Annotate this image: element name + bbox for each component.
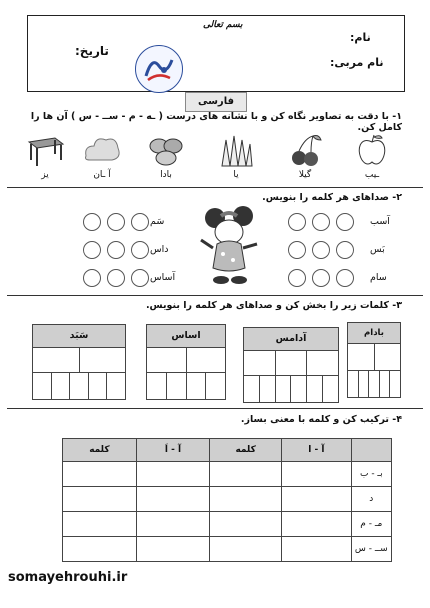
word-left-3: آساس (150, 272, 176, 283)
syllable-box-4[interactable] (32, 324, 126, 400)
answer-cell[interactable] (63, 537, 137, 562)
answer-circle[interactable] (107, 213, 125, 231)
answer-cell[interactable] (210, 512, 282, 537)
answer-cell[interactable] (210, 537, 282, 562)
word-left-2: داس (150, 244, 169, 255)
answer-cell[interactable] (136, 512, 209, 537)
table-header: آ - اَ (136, 439, 209, 462)
question-4: ۴- ترکیب کن و کلمه با معنی بساز. (240, 414, 402, 425)
table-header: کلمه (63, 439, 137, 462)
table-row (63, 487, 392, 512)
answer-cell[interactable] (63, 462, 137, 487)
answer-circle[interactable] (83, 213, 101, 231)
table-row (63, 512, 392, 537)
answer-circle[interactable] (131, 213, 149, 231)
answer-cell[interactable] (136, 462, 209, 487)
syllable-box-3[interactable] (146, 324, 226, 400)
answer-circles-right[interactable] (288, 213, 354, 287)
answer-cell[interactable] (282, 487, 352, 512)
logo-icon (135, 45, 183, 93)
teacher-label: نام مربی: (330, 56, 384, 69)
answer-cell[interactable] (282, 537, 352, 562)
sky-icon (82, 132, 122, 168)
word-left-1: سَم (150, 216, 165, 227)
answer-cell[interactable] (210, 462, 282, 487)
syllable-word: سَبَد (33, 325, 125, 348)
divider (7, 408, 423, 409)
divider (7, 187, 423, 188)
apple-icon (352, 132, 392, 168)
row-label: د (351, 487, 391, 512)
subject-tab: فارسی (185, 92, 247, 112)
syllable-word: آدامس (244, 328, 338, 351)
almond-icon (146, 132, 186, 168)
word-right-3: سام (370, 272, 387, 283)
table-row (63, 462, 392, 487)
word-right-2: بَس (370, 244, 385, 255)
answer-circle[interactable] (312, 241, 330, 259)
grass-icon (216, 132, 256, 168)
answer-circle[interactable] (288, 241, 306, 259)
minnie-mouse-icon (195, 204, 265, 288)
answer-circle[interactable] (83, 269, 101, 287)
answer-cell[interactable] (136, 537, 209, 562)
row-label: مـ - م (351, 512, 391, 537)
answer-circle[interactable] (312, 269, 330, 287)
table-header: آ - ا (282, 439, 352, 462)
answer-circle[interactable] (288, 213, 306, 231)
caption-6: یز (41, 170, 49, 180)
caption-5: آ ـان (93, 170, 111, 180)
answer-circle[interactable] (336, 213, 354, 231)
row-label: بـ - ب (351, 462, 391, 487)
answer-cell[interactable] (63, 487, 137, 512)
answer-circle[interactable] (131, 269, 149, 287)
question-1: ۱- با دقت به تصاویر نگاه کن و با نشانه های درست ( ـه - م - ســ - س ) آن ها را کامل کن. (30, 111, 402, 133)
syllable-box-2[interactable] (243, 327, 339, 403)
syllable-word: اساس (147, 325, 225, 348)
answer-circle[interactable] (336, 269, 354, 287)
answer-circle[interactable] (131, 241, 149, 259)
answer-circle[interactable] (336, 241, 354, 259)
cherry-icon (285, 132, 325, 168)
question-2: ۲- صداهای هر کلمه را بنویس. (262, 192, 402, 203)
answer-cell[interactable] (282, 462, 352, 487)
bismillah: بسم تعالی (203, 20, 243, 30)
date-label: تاریخ: (75, 44, 109, 58)
answer-circle[interactable] (288, 269, 306, 287)
answer-cell[interactable] (136, 487, 209, 512)
table-header: کلمه (210, 439, 282, 462)
table-icon (25, 132, 65, 168)
name-label: نام: (350, 31, 371, 44)
answer-circle[interactable] (83, 241, 101, 259)
answer-circle[interactable] (107, 269, 125, 287)
caption-4: بادا (160, 170, 172, 180)
answer-cell[interactable] (63, 512, 137, 537)
answer-circle[interactable] (312, 213, 330, 231)
answer-circles-left[interactable] (83, 213, 149, 287)
syllable-box-1[interactable] (347, 322, 401, 398)
compose-table (62, 438, 392, 562)
answer-cell[interactable] (282, 512, 352, 537)
table-row (63, 537, 392, 562)
website-footer: somayehrouhi.ir (8, 570, 128, 585)
word-right-1: آسب (370, 216, 390, 227)
caption-3: یا (233, 170, 239, 180)
syllable-word: بادام (348, 323, 400, 344)
answer-circle[interactable] (107, 241, 125, 259)
caption-1: ـیب (364, 170, 380, 180)
caption-2: گیلا (298, 170, 312, 180)
answer-cell[interactable] (210, 487, 282, 512)
divider (7, 295, 423, 296)
row-label: ســ - س (351, 537, 391, 562)
table-header-empty (351, 439, 391, 462)
question-3: ۳- کلمات زیر را بخش کن و صداهای هر کلمه را بنویس. (145, 300, 402, 311)
